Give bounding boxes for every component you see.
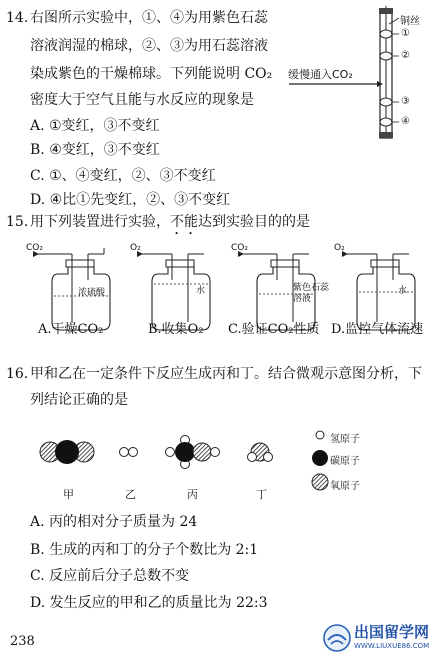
q16-number: 16. xyxy=(6,366,29,382)
q16-molecule-figure xyxy=(20,430,430,510)
watermark-url: WWW.LIUXUE86.COM xyxy=(354,642,430,650)
q15-number: 15. xyxy=(6,214,29,230)
molecule-yi xyxy=(120,448,138,457)
q15-d-caption: D.监控气体流速 xyxy=(331,322,424,337)
molecule-bing xyxy=(166,436,220,469)
q16-option-c: C. 反应前后分子总数不变 xyxy=(30,568,190,584)
q14-wire-label: 铜丝 xyxy=(400,16,420,27)
q14-stem-line-3: 染成紫色的干燥棉球。下列能说明 CO₂ xyxy=(30,66,273,82)
q15-b-caption: B.收集O₂ xyxy=(148,322,204,337)
q15-c-caption: C.验证CO₂性质 xyxy=(228,322,320,337)
q14-mark-2: ② xyxy=(401,50,410,61)
q15-d-liquid: 水 xyxy=(398,286,408,296)
q15-c-gas: CO₂ xyxy=(231,243,248,253)
q16-stem-line-2: 列结论正确的是 xyxy=(30,392,128,408)
q16-option-a: A. 丙的相对分子质量为 24 xyxy=(30,514,198,530)
page-number: 238 xyxy=(10,634,35,649)
q15-a-liquid: 浓硫酸 xyxy=(78,288,106,298)
q14-mark-1: ① xyxy=(401,28,410,39)
molecule-jia xyxy=(40,440,94,464)
q14-mark-4: ④ xyxy=(401,116,410,127)
q14-option-b: B. ④变红，③不变红 xyxy=(30,142,160,158)
watermark-emblem-icon xyxy=(322,623,352,653)
q14-stem-line-1: 右图所示实验中，①、④为用紫色石蕊 xyxy=(30,10,268,26)
molecule-ding xyxy=(248,443,273,462)
q14-inlet-label: 缓慢通入CO₂ xyxy=(288,68,353,81)
q14-stem-line-4: 密度大于空气且能与水反应的现象是 xyxy=(30,92,254,108)
q16-option-b: B. 生成的丙和丁的分子个数比为 2:1 xyxy=(30,542,259,558)
q15-d-gas: O₂ xyxy=(334,243,345,253)
q14-option-a: A. ①变红，③不变红 xyxy=(30,118,160,134)
q15-a-gas: CO₂ xyxy=(26,243,43,253)
q14-option-d: D. ④比①先变红，②、③不变红 xyxy=(30,192,231,208)
q16-legend-hydrogen: 氢原子 xyxy=(330,434,360,445)
watermark-logo xyxy=(322,618,434,658)
q15-stem-after: 达到实验目的的是 xyxy=(198,214,310,230)
q16-species-ding: 丁 xyxy=(256,488,267,501)
q15-c-liquid: 紫色石蕊溶液 xyxy=(293,283,330,304)
q15-stem-emphasis: 不能 xyxy=(170,214,198,230)
q16-species-yi: 乙 xyxy=(125,488,136,501)
q16-species-bing: 丙 xyxy=(187,488,198,501)
q14-option-c: C. ①、④变红，②、③不变红 xyxy=(30,168,216,184)
q16-legend-oxygen: 氧原子 xyxy=(330,481,360,492)
q15-stem xyxy=(30,210,310,238)
q14-stem-line-2: 溶液润湿的棉球，②、③为用石蕊溶液 xyxy=(30,38,268,54)
q15-stem-before: 用下列装置进行实验， xyxy=(30,214,170,230)
q15-b-liquid: 水 xyxy=(196,286,206,296)
q15-b-gas: O₂ xyxy=(130,243,141,253)
q15-a-caption: A.干燥CO₂ xyxy=(38,322,104,337)
q16-species-jia: 甲 xyxy=(63,488,74,501)
q16-option-d: D. 发生反应的甲和乙的质量比为 22:3 xyxy=(30,595,268,611)
watermark-title: 出国留学网 xyxy=(354,623,430,641)
legend-icons xyxy=(312,431,328,490)
q16-stem-line-1: 甲和乙在一定条件下反应生成丙和丁。结合微观示意图分析，下 xyxy=(30,366,422,382)
q16-legend-carbon: 碳原子 xyxy=(330,456,360,467)
q14-mark-3: ③ xyxy=(401,96,410,107)
q14-number: 14. xyxy=(6,10,29,26)
